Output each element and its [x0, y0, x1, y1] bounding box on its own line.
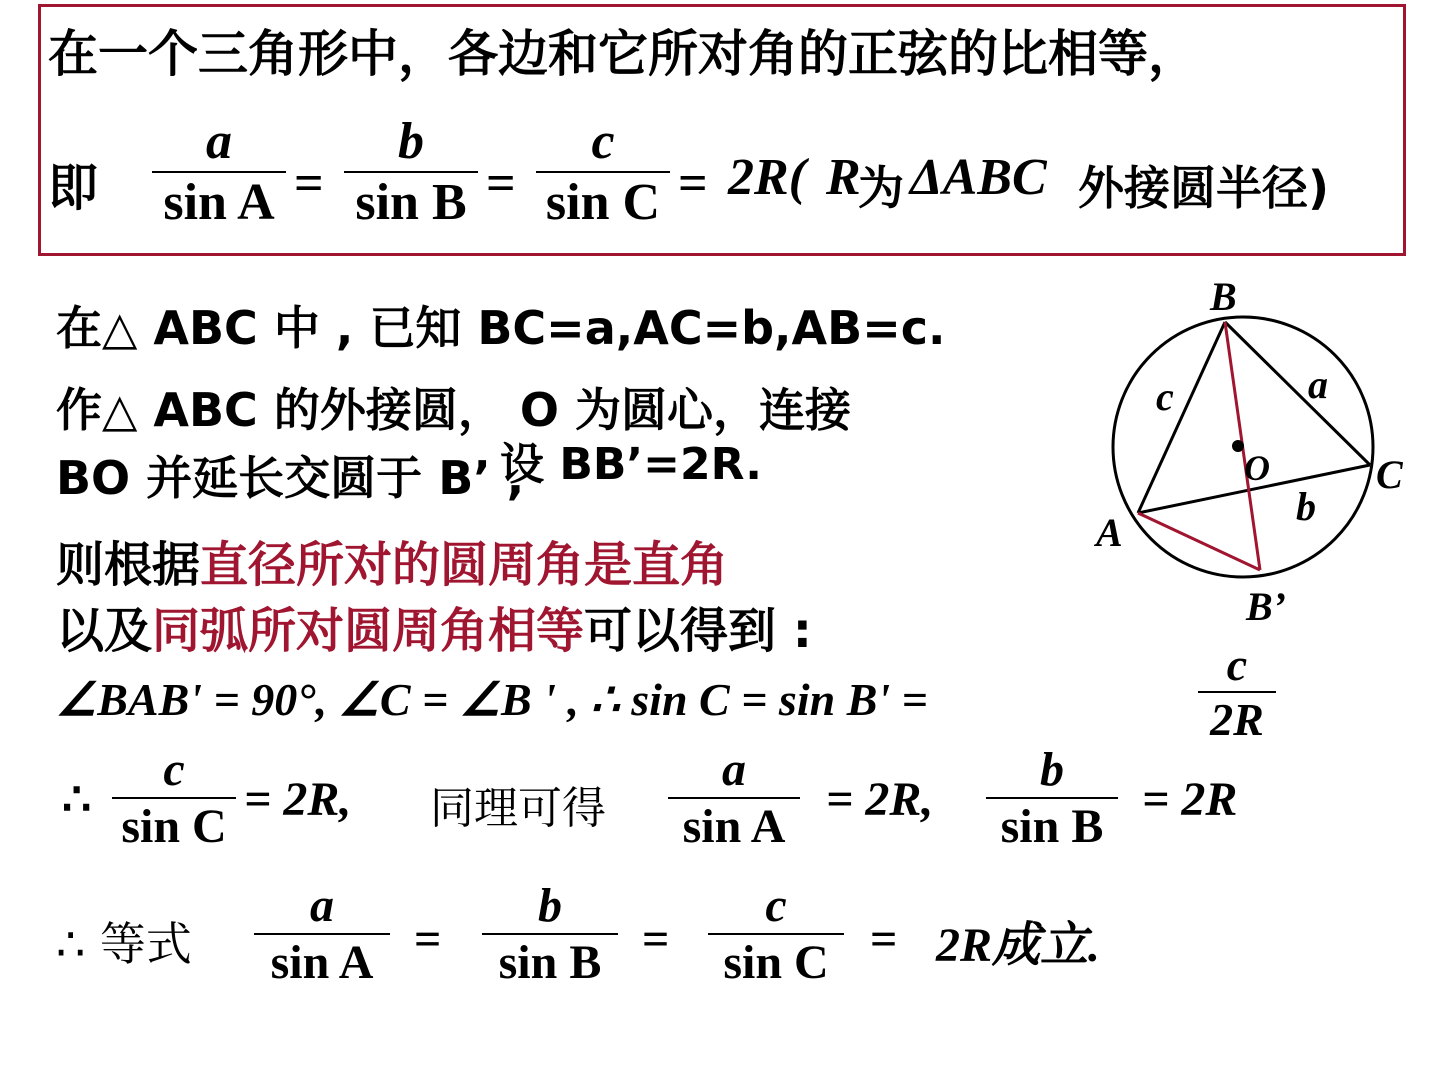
- numerator: a: [206, 113, 232, 170]
- denominator: sin B: [355, 174, 467, 231]
- segment-AB-prime: [1138, 513, 1260, 570]
- denominator: sin C: [545, 174, 661, 231]
- label-b: b: [1296, 484, 1316, 529]
- tongli-label: 同理可得: [430, 783, 606, 834]
- circumcircle-diagram: [1080, 270, 1420, 640]
- theorem-radius-desc: 外接圆半径): [1078, 161, 1330, 215]
- equation-1-fraction: [1198, 638, 1276, 746]
- numerator: b: [398, 113, 424, 170]
- side-a: [1225, 322, 1370, 465]
- label-c: c: [1156, 374, 1174, 419]
- numerator: c: [1226, 639, 1248, 690]
- label-a: a: [1308, 362, 1328, 407]
- denominator: sin B: [498, 936, 602, 989]
- side-c: [1138, 322, 1225, 513]
- label-O: O: [1244, 448, 1270, 488]
- label-B: B: [1210, 274, 1237, 319]
- equation-3-fraction: [668, 742, 800, 854]
- proof-line-5: [56, 592, 812, 661]
- theorem-statement: 在一个三角形中，各边和它所对角的正弦的比相等，: [48, 25, 1198, 83]
- proof-line-4-highlight: 直径所对的圆周角是直角: [200, 537, 729, 593]
- equation-4-rhs: = 2R: [1142, 773, 1238, 826]
- equation-3-rhs: = 2R,: [826, 773, 934, 826]
- therefore-symbol: ∴: [62, 774, 92, 825]
- numerator: c: [765, 879, 787, 932]
- label-B-prime: B’: [1246, 584, 1286, 629]
- denominator: sin C: [723, 936, 829, 989]
- numerator: b: [538, 879, 562, 932]
- final-rhs: 2R成立.: [936, 919, 1101, 972]
- theorem-wei: 为: [858, 161, 904, 215]
- denominator: sin B: [1000, 800, 1104, 853]
- final-fraction-c: [708, 878, 844, 990]
- proof-line-5-prefix: 以及: [56, 603, 153, 659]
- equals-sign: =: [678, 155, 708, 212]
- equals-sign: =: [642, 913, 670, 966]
- proof-line-5-highlight: 同弧所对圆周角相等: [152, 603, 585, 659]
- label-A: A: [1096, 510, 1123, 555]
- theorem-ji-label: 即: [48, 159, 98, 217]
- theorem-fraction-c: [536, 112, 670, 232]
- equals-sign: =: [870, 913, 898, 966]
- theorem-triangle: ΔABC: [910, 149, 1047, 206]
- equals-sign: =: [414, 913, 442, 966]
- proof-line-2: 作△ ABC 的外接圆， O 为圆心，连接: [56, 383, 851, 437]
- theorem-R: R: [826, 149, 861, 206]
- proof-line-4-prefix: 则根据: [56, 537, 201, 593]
- theorem-fraction-b: [344, 112, 478, 232]
- denominator: sin C: [121, 800, 227, 853]
- numerator: c: [591, 113, 615, 170]
- denominator: sin A: [163, 174, 275, 231]
- numerator: a: [722, 743, 746, 796]
- equation-4-fraction: [986, 742, 1118, 854]
- denominator: 2R: [1210, 694, 1264, 745]
- proof-line-4: [56, 526, 728, 595]
- proof-line-1: 在△ ABC 中 , 已知 BC=a,AC=b,AB=c.: [56, 301, 946, 355]
- numerator: c: [163, 743, 185, 796]
- proof-line-3b: 设 BB’=2R.: [500, 439, 763, 490]
- theorem-fraction-a: [152, 112, 286, 232]
- numerator: b: [1040, 743, 1064, 796]
- equals-sign: =: [486, 155, 516, 212]
- numerator: a: [310, 879, 334, 932]
- equation-2-rhs: = 2R,: [244, 773, 352, 826]
- final-prefix: ∴ 等式: [56, 917, 192, 971]
- center-point: [1232, 440, 1244, 452]
- theorem-2R: 2R(: [728, 149, 806, 206]
- equals-sign: =: [294, 155, 324, 212]
- label-C: C: [1376, 452, 1403, 497]
- final-fraction-a: [254, 878, 390, 990]
- equation-2-fraction: [112, 742, 236, 854]
- denominator: sin A: [270, 936, 374, 989]
- proof-line-3a: BO 并延长交圆于 B’ ,: [56, 451, 525, 505]
- final-fraction-b: [482, 878, 618, 990]
- denominator: sin A: [682, 800, 786, 853]
- equation-1: ∠BAB' = 90°, ∠C = ∠B ' , ∴ sin C = sin B' =: [56, 674, 928, 725]
- proof-line-5-suffix: 可以得到 :: [584, 603, 812, 659]
